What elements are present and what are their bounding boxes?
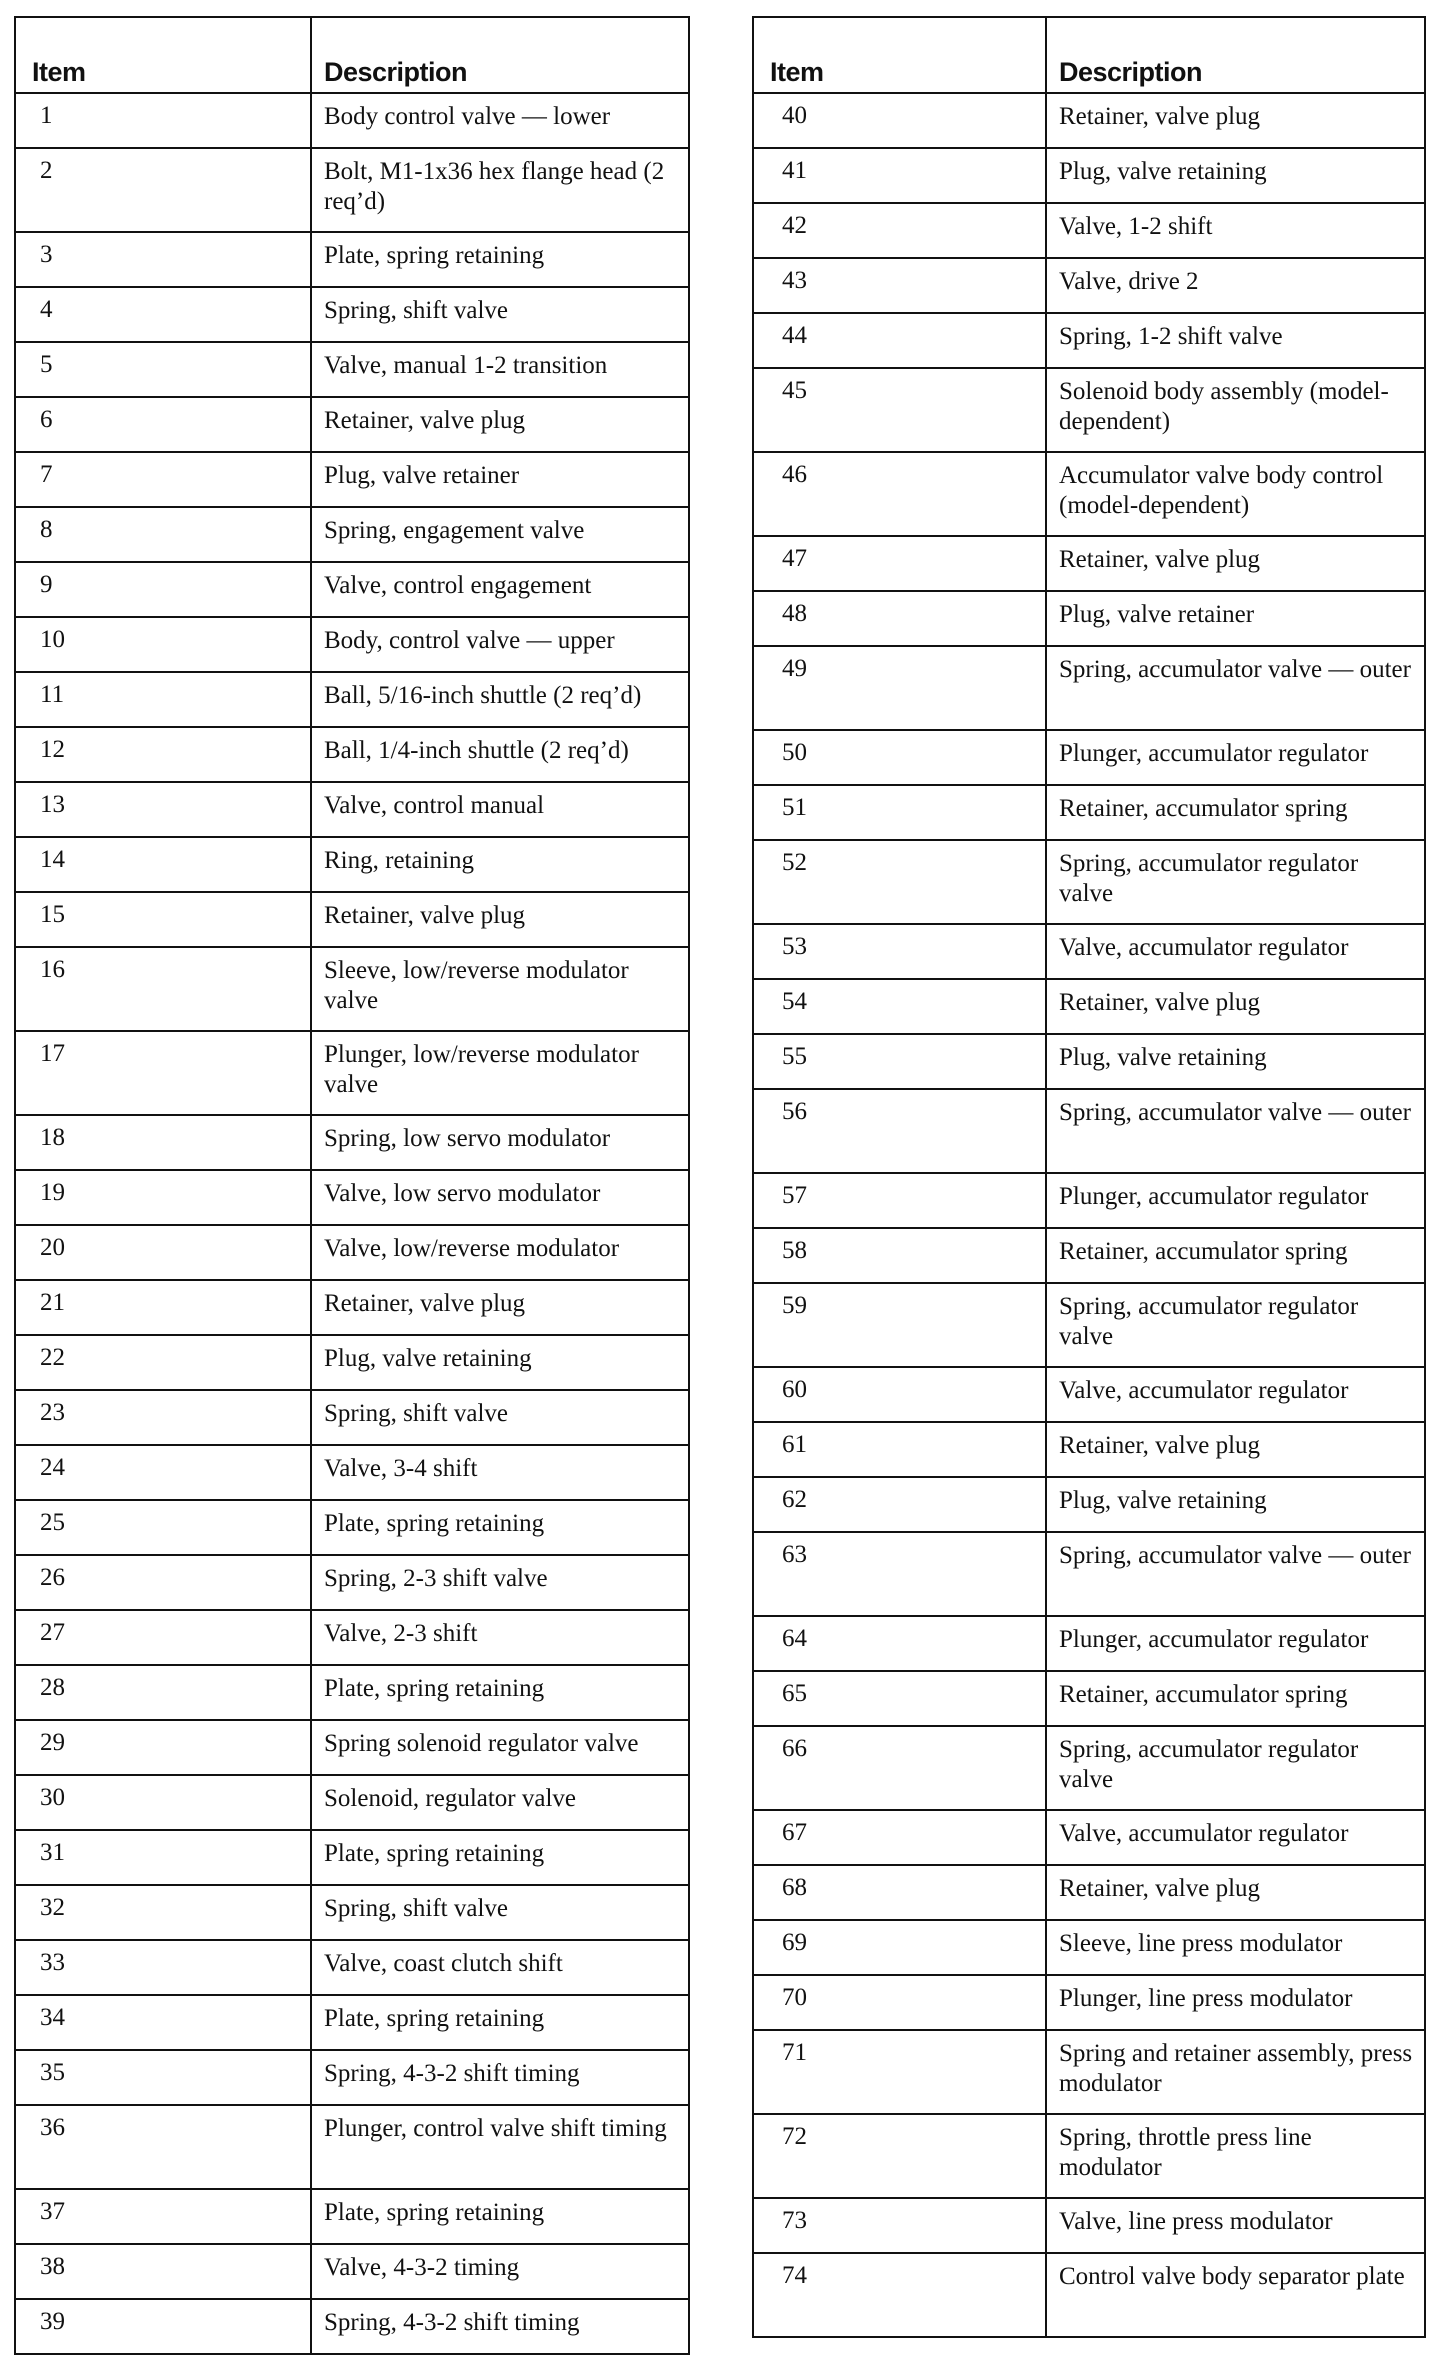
description-cell: Plate, spring retaining [311, 1830, 689, 1885]
item-number-cell: 56 [753, 1089, 1046, 1173]
table-row [15, 2050, 689, 2105]
table-row [15, 892, 689, 947]
description-cell: Retainer, valve plug [1046, 93, 1425, 148]
table-row [753, 536, 1425, 591]
item-number-cell: 43 [753, 258, 1046, 313]
table-row [753, 1173, 1425, 1228]
table-row [753, 93, 1425, 148]
table-row [15, 1720, 689, 1775]
description-cell: Valve, accumulator regulator [1046, 924, 1425, 979]
table-row [753, 1283, 1425, 1367]
item-number-cell: 5 [15, 342, 311, 397]
description-cell: Ring, retaining [311, 837, 689, 892]
description-cell: Plunger, accumulator regulator [1046, 1173, 1425, 1228]
description-cell: Plate, spring retaining [311, 1995, 689, 2050]
item-number-cell: 68 [753, 1865, 1046, 1920]
table-row [753, 1726, 1425, 1810]
item-number-cell: 22 [15, 1335, 311, 1390]
table-row [15, 1031, 689, 1115]
table-row [753, 2198, 1425, 2253]
description-cell: Retainer, valve plug [311, 397, 689, 452]
item-number-cell: 58 [753, 1228, 1046, 1283]
item-number-cell: 62 [753, 1477, 1046, 1532]
table-row [15, 148, 689, 232]
description-cell: Plunger, low/reverse modulator valve [311, 1031, 689, 1115]
item-number-cell: 39 [15, 2299, 311, 2354]
description-cell: Body control valve — lower [311, 93, 689, 148]
item-number-cell: 45 [753, 368, 1046, 452]
table-row [753, 313, 1425, 368]
description-cell: Spring, engagement valve [311, 507, 689, 562]
item-number-cell: 24 [15, 1445, 311, 1500]
table-row [15, 287, 689, 342]
table-row [753, 1865, 1425, 1920]
table-row [15, 1225, 689, 1280]
description-cell: Spring, 4-3-2 shift timing [311, 2050, 689, 2105]
description-cell: Valve, control manual [311, 782, 689, 837]
description-cell: Valve, accumulator regulator [1046, 1367, 1425, 1422]
description-cell: Retainer, accumulator spring [1046, 785, 1425, 840]
item-number-cell: 60 [753, 1367, 1046, 1422]
description-cell: Retainer, valve plug [1046, 1865, 1425, 1920]
table-row [753, 924, 1425, 979]
item-number-cell: 34 [15, 1995, 311, 2050]
description-cell: Spring, 1-2 shift valve [1046, 313, 1425, 368]
item-number-cell: 18 [15, 1115, 311, 1170]
table-row [15, 1830, 689, 1885]
table-row [15, 562, 689, 617]
item-number-cell: 70 [753, 1975, 1046, 2030]
description-cell: Spring, accumulator regulator valve [1046, 1726, 1425, 1810]
description-cell: Plug, valve retaining [311, 1335, 689, 1390]
description-cell: Spring solenoid regulator valve [311, 1720, 689, 1775]
item-number-cell: 52 [753, 840, 1046, 924]
description-cell: Solenoid, regulator valve [311, 1775, 689, 1830]
table-row [15, 1775, 689, 1830]
table-row [15, 1500, 689, 1555]
description-cell: Ball, 5/16-inch shuttle (2 req’d) [311, 672, 689, 727]
parts-table-right [752, 16, 1426, 2338]
item-number-cell: 61 [753, 1422, 1046, 1477]
table-row [15, 93, 689, 148]
table-row [753, 1920, 1425, 1975]
table-row [753, 2114, 1425, 2198]
table-row [15, 1170, 689, 1225]
description-column-header: Description [1046, 17, 1425, 93]
item-column-header: Item [15, 17, 311, 93]
item-number-cell: 36 [15, 2105, 311, 2189]
item-number-cell: 8 [15, 507, 311, 562]
description-cell: Plate, spring retaining [311, 232, 689, 287]
table-row [15, 727, 689, 782]
table-row [15, 782, 689, 837]
item-number-cell: 30 [15, 1775, 311, 1830]
item-number-cell: 32 [15, 1885, 311, 1940]
table-row [753, 1810, 1425, 1865]
description-cell: Valve, low/reverse modulator [311, 1225, 689, 1280]
table-row [15, 837, 689, 892]
table-row [753, 646, 1425, 730]
item-number-cell: 48 [753, 591, 1046, 646]
description-cell: Spring, shift valve [311, 1390, 689, 1445]
table-row [15, 2189, 689, 2244]
item-number-cell: 55 [753, 1034, 1046, 1089]
description-cell: Control valve body separator plate [1046, 2253, 1425, 2337]
description-cell: Bolt, M1-1x36 hex flange head (2 req’d) [311, 148, 689, 232]
description-cell: Valve, manual 1-2 transition [311, 342, 689, 397]
item-number-cell: 49 [753, 646, 1046, 730]
header-row [15, 17, 689, 93]
item-number-cell: 4 [15, 287, 311, 342]
description-cell: Spring, shift valve [311, 1885, 689, 1940]
parts-table-left [14, 16, 690, 2355]
item-number-cell: 13 [15, 782, 311, 837]
item-number-cell: 37 [15, 2189, 311, 2244]
table-row [753, 1671, 1425, 1726]
table-row [753, 2030, 1425, 2114]
table-row [15, 672, 689, 727]
item-number-cell: 16 [15, 947, 311, 1031]
table-row [15, 1940, 689, 1995]
item-number-cell: 41 [753, 148, 1046, 203]
item-number-cell: 21 [15, 1280, 311, 1335]
item-number-cell: 63 [753, 1532, 1046, 1616]
table-row [753, 785, 1425, 840]
description-cell: Plug, valve retaining [1046, 1477, 1425, 1532]
item-number-cell: 11 [15, 672, 311, 727]
table-row [753, 1532, 1425, 1616]
table-row [15, 1665, 689, 1720]
description-cell: Retainer, accumulator spring [1046, 1228, 1425, 1283]
table-row [15, 507, 689, 562]
description-cell: Spring, low servo modulator [311, 1115, 689, 1170]
table-row [15, 1280, 689, 1335]
description-cell: Plate, spring retaining [311, 1665, 689, 1720]
parts-table-right-body [753, 93, 1425, 2337]
description-cell: Spring, accumulator valve — outer [1046, 1532, 1425, 1616]
description-cell: Valve, accumulator regulator [1046, 1810, 1425, 1865]
table-row [753, 148, 1425, 203]
table-row [15, 1445, 689, 1500]
item-number-cell: 28 [15, 1665, 311, 1720]
item-number-cell: 25 [15, 1500, 311, 1555]
item-number-cell: 54 [753, 979, 1046, 1034]
table-row [15, 617, 689, 672]
table-row [15, 2244, 689, 2299]
description-cell: Spring and retainer assembly, press modulator [1046, 2030, 1425, 2114]
table-row [753, 730, 1425, 785]
description-cell: Retainer, valve plug [311, 1280, 689, 1335]
description-cell: Valve, 3-4 shift [311, 1445, 689, 1500]
description-cell: Spring, 4-3-2 shift timing [311, 2299, 689, 2354]
description-cell: Valve, drive 2 [1046, 258, 1425, 313]
item-number-cell: 51 [753, 785, 1046, 840]
item-number-cell: 64 [753, 1616, 1046, 1671]
item-number-cell: 35 [15, 2050, 311, 2105]
description-cell: Plunger, accumulator regulator [1046, 730, 1425, 785]
table-row [753, 2253, 1425, 2337]
item-number-cell: 20 [15, 1225, 311, 1280]
item-number-cell: 3 [15, 232, 311, 287]
item-column-header: Item [753, 17, 1046, 93]
item-number-cell: 72 [753, 2114, 1046, 2198]
item-number-cell: 47 [753, 536, 1046, 591]
item-number-cell: 12 [15, 727, 311, 782]
description-cell: Spring, accumulator regulator valve [1046, 840, 1425, 924]
item-number-cell: 10 [15, 617, 311, 672]
description-cell: Plunger, control valve shift timing [311, 2105, 689, 2189]
item-number-cell: 66 [753, 1726, 1046, 1810]
table-row [753, 452, 1425, 536]
item-number-cell: 26 [15, 1555, 311, 1610]
description-cell: Retainer, valve plug [1046, 536, 1425, 591]
item-number-cell: 31 [15, 1830, 311, 1885]
description-cell: Plunger, accumulator regulator [1046, 1616, 1425, 1671]
table-row [15, 1335, 689, 1390]
item-number-cell: 59 [753, 1283, 1046, 1367]
table-row [753, 1367, 1425, 1422]
item-number-cell: 19 [15, 1170, 311, 1225]
item-number-cell: 74 [753, 2253, 1046, 2337]
table-row [753, 979, 1425, 1034]
item-number-cell: 6 [15, 397, 311, 452]
item-number-cell: 73 [753, 2198, 1046, 2253]
description-cell: Retainer, valve plug [311, 892, 689, 947]
item-number-cell: 33 [15, 1940, 311, 1995]
description-cell: Plate, spring retaining [311, 2189, 689, 2244]
table-row [15, 2299, 689, 2354]
item-number-cell: 42 [753, 203, 1046, 258]
description-cell: Plug, valve retainer [1046, 591, 1425, 646]
table-row [753, 1477, 1425, 1532]
description-cell: Retainer, valve plug [1046, 1422, 1425, 1477]
item-number-cell: 38 [15, 2244, 311, 2299]
table-row [15, 1885, 689, 1940]
table-row [15, 397, 689, 452]
table-row [15, 1555, 689, 1610]
description-cell: Spring, accumulator valve — outer [1046, 1089, 1425, 1173]
item-number-cell: 40 [753, 93, 1046, 148]
item-number-cell: 44 [753, 313, 1046, 368]
description-cell: Retainer, accumulator spring [1046, 1671, 1425, 1726]
description-cell: Valve, 4-3-2 timing [311, 2244, 689, 2299]
table-row [753, 1228, 1425, 1283]
table-row [753, 258, 1425, 313]
item-number-cell: 9 [15, 562, 311, 617]
item-number-cell: 29 [15, 1720, 311, 1775]
description-cell: Spring, shift valve [311, 287, 689, 342]
table-row [753, 1089, 1425, 1173]
item-number-cell: 15 [15, 892, 311, 947]
description-cell: Valve, coast clutch shift [311, 1940, 689, 1995]
description-cell: Plug, valve retaining [1046, 148, 1425, 203]
item-number-cell: 57 [753, 1173, 1046, 1228]
table-row [753, 368, 1425, 452]
table-row [15, 1995, 689, 2050]
table-row [15, 452, 689, 507]
header-row [753, 17, 1425, 93]
description-cell: Accumulator valve body control (model-dependent) [1046, 452, 1425, 536]
item-number-cell: 46 [753, 452, 1046, 536]
table-row [15, 1610, 689, 1665]
description-cell: Valve, 2-3 shift [311, 1610, 689, 1665]
table-row [753, 840, 1425, 924]
item-number-cell: 65 [753, 1671, 1046, 1726]
description-cell: Sleeve, line press modulator [1046, 1920, 1425, 1975]
table-row [15, 342, 689, 397]
table-row [753, 1616, 1425, 1671]
table-row [753, 1422, 1425, 1477]
item-number-cell: 7 [15, 452, 311, 507]
description-cell: Valve, control engagement [311, 562, 689, 617]
table-row [15, 947, 689, 1031]
description-cell: Sleeve, low/reverse modulator valve [311, 947, 689, 1031]
table-row [15, 2105, 689, 2189]
table-row [15, 1115, 689, 1170]
item-number-cell: 17 [15, 1031, 311, 1115]
description-cell: Spring, accumulator regulator valve [1046, 1283, 1425, 1367]
description-cell: Plate, spring retaining [311, 1500, 689, 1555]
item-number-cell: 14 [15, 837, 311, 892]
description-cell: Plug, valve retaining [1046, 1034, 1425, 1089]
item-number-cell: 67 [753, 1810, 1046, 1865]
description-cell: Ball, 1/4-inch shuttle (2 req’d) [311, 727, 689, 782]
description-cell: Spring, accumulator valve — outer [1046, 646, 1425, 730]
description-cell: Spring, throttle press line modulator [1046, 2114, 1425, 2198]
description-cell: Plug, valve retainer [311, 452, 689, 507]
item-number-cell: 71 [753, 2030, 1046, 2114]
table-row [753, 1975, 1425, 2030]
item-number-cell: 23 [15, 1390, 311, 1445]
item-number-cell: 27 [15, 1610, 311, 1665]
table-row [753, 591, 1425, 646]
table-row [15, 1390, 689, 1445]
description-cell: Solenoid body assembly (model-dependent) [1046, 368, 1425, 452]
description-cell: Valve, 1-2 shift [1046, 203, 1425, 258]
item-number-cell: 2 [15, 148, 311, 232]
table-row [753, 203, 1425, 258]
item-number-cell: 69 [753, 1920, 1046, 1975]
parts-table-left-body [15, 93, 689, 2354]
description-cell: Plunger, line press modulator [1046, 1975, 1425, 2030]
description-column-header: Description [311, 17, 689, 93]
description-cell: Retainer, valve plug [1046, 979, 1425, 1034]
description-cell: Spring, 2-3 shift valve [311, 1555, 689, 1610]
item-number-cell: 53 [753, 924, 1046, 979]
description-cell: Valve, low servo modulator [311, 1170, 689, 1225]
table-row [753, 1034, 1425, 1089]
description-cell: Valve, line press modulator [1046, 2198, 1425, 2253]
item-number-cell: 50 [753, 730, 1046, 785]
item-number-cell: 1 [15, 93, 311, 148]
description-cell: Body, control valve — upper [311, 617, 689, 672]
table-row [15, 232, 689, 287]
